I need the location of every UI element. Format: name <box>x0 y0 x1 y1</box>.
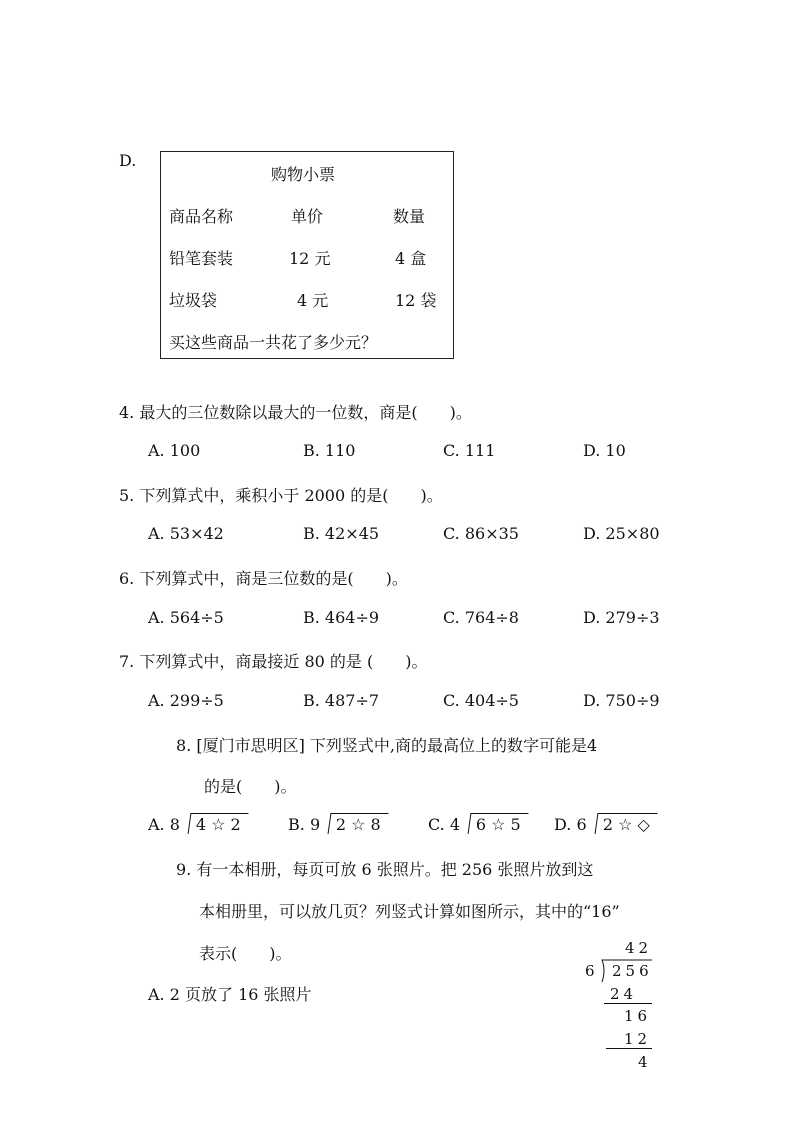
question-7-stem: 7. 下列算式中，商最接近 80 的是 ( )。 <box>119 652 428 671</box>
question-4-option-a[interactable]: A. 100 <box>148 441 201 460</box>
question-4-stem: 4. 最大的三位数除以最大的一位数，商是( )。 <box>119 403 472 422</box>
dividend: 6 ☆ 5 <box>476 815 521 834</box>
calc-step-1: 24 <box>610 985 638 1003</box>
receipt-question: 买这些商品一共花了多少元？ <box>169 333 378 352</box>
receipt-row-1-price: 12 元 <box>289 249 331 268</box>
question-5-option-c[interactable]: C. 86×35 <box>443 524 519 543</box>
question-7-option-c[interactable]: C. 404÷5 <box>443 691 519 710</box>
question-4-option-c[interactable]: C. 111 <box>443 441 496 460</box>
option-label: A. <box>148 815 165 834</box>
calc-dividend: 256 <box>612 962 653 980</box>
question-4-option-b[interactable]: B. 110 <box>303 441 356 460</box>
receipt-header-qty: 数量 <box>393 207 426 226</box>
question-8-option-b[interactable] <box>288 813 387 834</box>
question-9-option-a[interactable]: A. 2 页放了 16 张照片 <box>148 985 312 1004</box>
receipt-row-2-price: 4 元 <box>297 291 329 310</box>
question-5-stem: 5. 下列算式中，乘积小于 2000 的是( )。 <box>119 486 443 505</box>
question-7-option-d[interactable]: D. 750÷9 <box>583 691 660 710</box>
divisor: 8 <box>169 815 180 834</box>
question-7-option-a[interactable]: A. 299÷5 <box>148 691 224 710</box>
calc-step-3: 12 <box>624 1030 652 1048</box>
question-5-option-d[interactable]: D. 25×80 <box>583 524 660 543</box>
receipt-header-name: 商品名称 <box>169 207 234 226</box>
question-9-stem-line-2: 本相册里，可以放几页？列竖式计算如图所示，其中的“16” <box>199 902 620 921</box>
question-6-stem: 6. 下列算式中，商是三位数的是( )。 <box>119 569 408 588</box>
question-5-option-b[interactable]: B. 42×45 <box>303 524 380 543</box>
option-label: C. <box>428 815 445 834</box>
option-label: B. <box>288 815 305 834</box>
divisor: 4 <box>449 815 461 834</box>
dividend: 2 ☆ 8 <box>336 815 381 834</box>
shopping-receipt <box>160 151 454 359</box>
calc-quotient: 42 <box>625 939 653 957</box>
question-8-stem-line-2: 的是( )。 <box>204 777 297 796</box>
question-9-stem-line-1: 9. 有一本相册，每页可放 6 张照片。把 256 张照片放到这 <box>176 860 594 879</box>
receipt-row-2-qty: 12 袋 <box>395 291 437 310</box>
receipt-title: 购物小票 <box>271 165 336 184</box>
question-6-option-d[interactable]: D. 279÷3 <box>583 608 660 627</box>
calc-line-2 <box>606 1048 652 1049</box>
receipt-row-1-qty: 4 盒 <box>395 249 427 268</box>
option-d-label: D. <box>119 151 137 170</box>
question-7-option-b[interactable]: B. 487÷7 <box>303 691 380 710</box>
divisor: 9 <box>309 815 321 834</box>
question-6-option-b[interactable]: B. 464÷9 <box>303 608 380 627</box>
divisor: 6 <box>576 815 587 834</box>
question-9-stem-line-3: 表示( )。 <box>199 944 292 963</box>
receipt-row-1-name: 铅笔套装 <box>169 249 234 268</box>
question-5-option-a[interactable]: A. 53×42 <box>148 524 224 543</box>
question-8-option-d[interactable] <box>554 813 656 834</box>
question-8-option-c[interactable] <box>428 813 527 834</box>
calc-divisor: 6 <box>585 962 599 980</box>
receipt-row-2-name: 垃圾袋 <box>169 291 218 310</box>
calc-line-1 <box>604 1003 652 1004</box>
calc-remainder: 4 <box>638 1053 652 1071</box>
question-6-option-c[interactable]: C. 764÷8 <box>443 608 519 627</box>
question-6-option-a[interactable]: A. 564÷5 <box>148 608 224 627</box>
option-label: D. <box>554 815 572 834</box>
dividend: 2 ☆ ◇ <box>602 815 650 834</box>
question-8-option-a[interactable] <box>148 813 247 834</box>
question-8-stem-line-1: 8. [厦门市思明区] 下列竖式中,商的最高位上的数字可能是4 <box>176 736 598 755</box>
dividend: 4 ☆ 2 <box>195 815 241 834</box>
calc-step-2: 16 <box>624 1007 652 1025</box>
receipt-header-price: 单价 <box>291 207 324 226</box>
question-4-option-d[interactable]: D. 10 <box>583 441 626 460</box>
